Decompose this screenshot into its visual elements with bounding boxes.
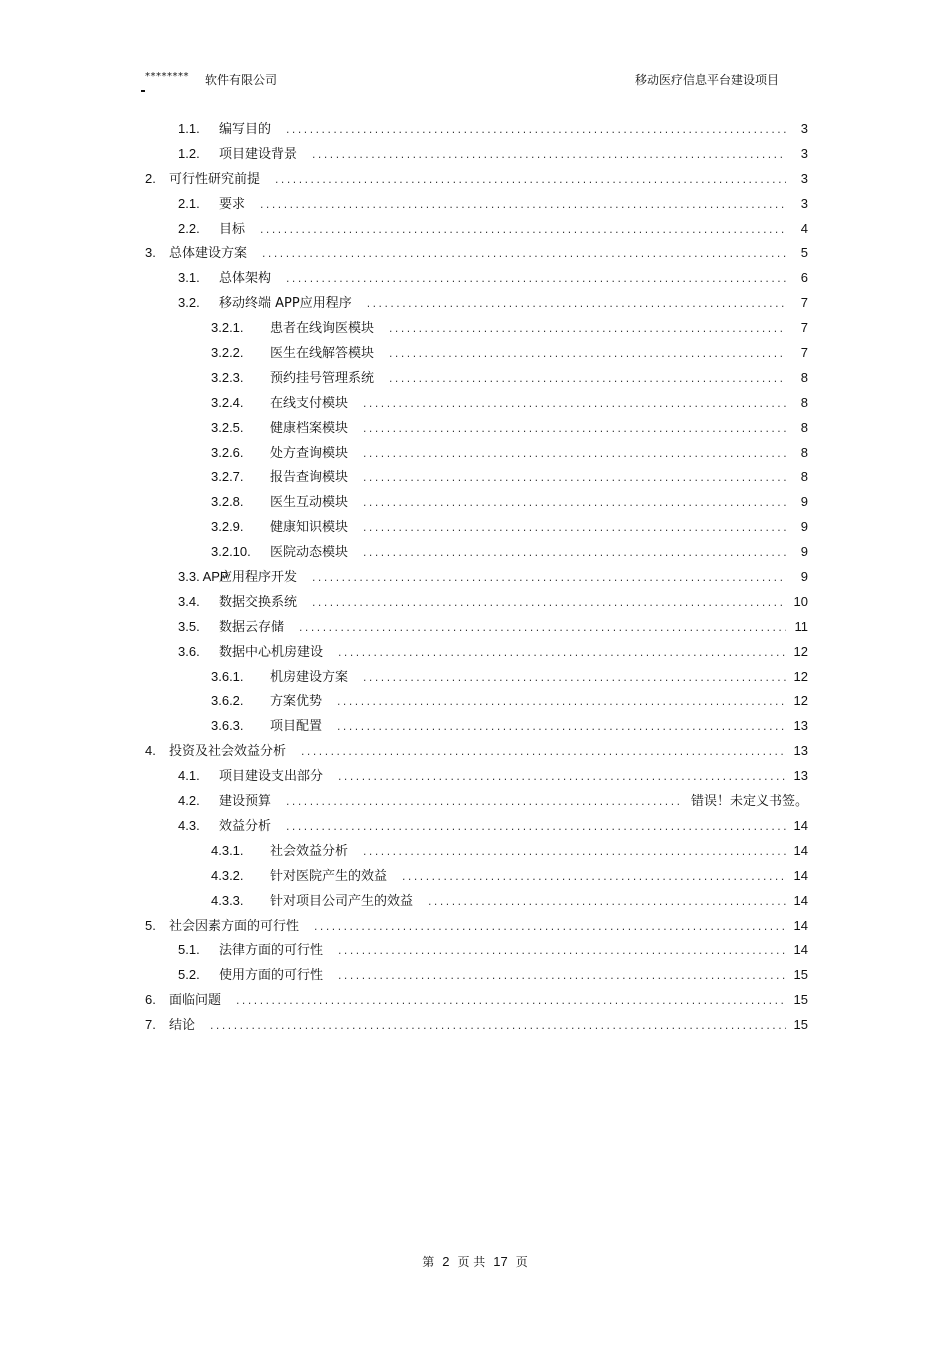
toc-entry-line bbox=[145, 241, 808, 266]
toc-entry-number: 3.2.8. bbox=[211, 494, 244, 510]
toc-entry[interactable] bbox=[0, 490, 950, 515]
toc-entry[interactable] bbox=[0, 217, 950, 242]
toc-entry-number: 6. bbox=[145, 992, 156, 1008]
toc-entry-title: 社会效益分析 bbox=[270, 843, 349, 859]
toc-entry-line bbox=[211, 341, 808, 366]
toc-entry-line bbox=[211, 714, 808, 739]
toc-entry-number: 4.3.3. bbox=[211, 892, 244, 908]
toc-entry-line bbox=[178, 615, 808, 640]
toc-entry-line bbox=[211, 515, 808, 540]
toc-entry-title: 医院动态模块 bbox=[270, 545, 349, 561]
toc-dot-leader bbox=[311, 144, 786, 169]
toc-entry[interactable] bbox=[0, 117, 950, 142]
toc-dot-leader bbox=[362, 418, 786, 443]
toc-entry-line bbox=[211, 864, 808, 889]
toc-entry-page: 3 bbox=[800, 145, 808, 161]
toc-entry-line bbox=[178, 266, 808, 291]
toc-entry[interactable] bbox=[0, 266, 950, 291]
toc-entry-title: 效益分析 bbox=[219, 818, 272, 834]
header-company bbox=[145, 71, 277, 88]
toc-entry-title: 编写目的 bbox=[219, 122, 272, 137]
toc-entry[interactable] bbox=[0, 391, 950, 416]
toc-entry-number: 4. bbox=[145, 743, 156, 759]
toc-entry-title: 使用方面的可行性 bbox=[219, 968, 324, 984]
toc-entry-title: 针对医院产生的效益 bbox=[270, 868, 388, 884]
toc-entry-number: 3.2.10. bbox=[211, 544, 251, 560]
toc-entry-page: 3 bbox=[800, 121, 808, 136]
toc-entry-line bbox=[211, 366, 808, 391]
toc-entry-line bbox=[178, 590, 808, 615]
toc-entry-page: 8 bbox=[800, 369, 808, 385]
footer-middle: 页 共 bbox=[457, 1255, 486, 1269]
toc-entry-line bbox=[211, 839, 808, 864]
toc-entry-number: 3.2. bbox=[178, 295, 200, 311]
toc-entry-page: 15 bbox=[793, 1017, 808, 1033]
toc-entry-page: 8 bbox=[800, 394, 808, 410]
toc-entry-line bbox=[211, 465, 808, 490]
toc-entry-title: 总体建设方案 bbox=[169, 246, 248, 262]
toc-dot-leader bbox=[274, 169, 786, 194]
toc-entry-number: 2.1. bbox=[178, 195, 200, 211]
toc-entry-page: 14 bbox=[793, 867, 808, 883]
toc-entry-line bbox=[178, 565, 808, 590]
toc-entry-line bbox=[211, 540, 808, 565]
toc-entry-line bbox=[178, 963, 808, 988]
toc-entry-page: 10 bbox=[793, 593, 808, 609]
toc-entry-number: 5.2. bbox=[178, 967, 200, 983]
toc-entry-title: 面临问题 bbox=[169, 993, 222, 1009]
toc-entry-line bbox=[178, 142, 808, 167]
footer-prefix: 第 bbox=[422, 1255, 435, 1269]
toc-entry[interactable] bbox=[0, 839, 950, 864]
toc-entry-number: 3.2.7. bbox=[211, 469, 244, 485]
toc-entry-number: 3.2.1. bbox=[211, 320, 244, 336]
toc-entry-page: 13 bbox=[793, 768, 808, 784]
toc-dot-leader bbox=[366, 293, 786, 318]
toc-entry-title: 健康档案模块 bbox=[270, 420, 349, 436]
toc-entry[interactable] bbox=[0, 1013, 950, 1038]
toc-dot-leader bbox=[209, 1015, 786, 1040]
header-stars: ******** bbox=[145, 71, 189, 82]
toc-dot-leader bbox=[362, 443, 786, 468]
toc-entry-number: 4.3. bbox=[178, 817, 200, 833]
toc-entry[interactable] bbox=[0, 640, 950, 665]
toc-entry-title: 建设预算 bbox=[219, 794, 272, 810]
toc-entry[interactable] bbox=[0, 441, 950, 466]
toc-entry-page: 12 bbox=[793, 668, 808, 684]
toc-entry-title: 在线支付模块 bbox=[270, 395, 349, 411]
toc-entry-number: 5.1. bbox=[178, 942, 200, 958]
toc-entry[interactable] bbox=[0, 789, 950, 814]
toc-entry[interactable] bbox=[0, 465, 950, 490]
toc-entry-line bbox=[211, 316, 808, 341]
toc-entry-line bbox=[145, 1013, 808, 1038]
toc-entry-title: 项目建设背景 bbox=[219, 146, 298, 162]
toc-entry-number: 4.1. bbox=[178, 768, 200, 784]
toc-dot-leader bbox=[337, 965, 786, 990]
toc-entry-title: 医生互动模块 bbox=[270, 495, 349, 511]
toc-dot-leader bbox=[362, 841, 786, 866]
toc-dot-leader bbox=[311, 592, 786, 617]
toc-entry-line bbox=[178, 814, 808, 839]
toc-entry-page: 3 bbox=[800, 195, 808, 211]
toc-dot-leader bbox=[337, 766, 786, 791]
toc-entry[interactable] bbox=[0, 963, 950, 988]
footer-page-number: 2 bbox=[442, 1254, 450, 1269]
toc-dot-leader bbox=[259, 219, 786, 244]
toc-dot-leader bbox=[313, 916, 786, 941]
toc-entry[interactable] bbox=[0, 689, 950, 714]
toc-dot-leader bbox=[300, 741, 786, 766]
toc-dot-leader bbox=[427, 891, 786, 916]
toc-entry-page: 错误！未定义书签。 bbox=[690, 793, 808, 809]
toc-dot-leader bbox=[362, 393, 786, 418]
toc-entry[interactable] bbox=[0, 416, 950, 441]
toc-entry-line bbox=[145, 167, 808, 192]
toc-entry-number: 4.3.1. bbox=[211, 842, 244, 858]
toc-entry-title: 针对项目公司产生的效益 bbox=[270, 893, 414, 909]
toc-entry-line bbox=[178, 789, 808, 814]
toc-entry-page: 15 bbox=[793, 992, 808, 1008]
toc-entry-line bbox=[211, 665, 808, 690]
toc-entry-page: 13 bbox=[793, 718, 808, 734]
toc-entry-number: 3. bbox=[145, 245, 156, 261]
toc-dot-leader bbox=[388, 368, 786, 393]
toc-entry-page: 7 bbox=[800, 295, 808, 311]
toc-entry-title: 投资及社会效益分析 bbox=[169, 744, 287, 760]
toc-entry[interactable] bbox=[0, 167, 950, 192]
toc-entry[interactable] bbox=[0, 665, 950, 690]
toc-entry-line bbox=[211, 889, 808, 914]
toc-entry-page: 8 bbox=[800, 469, 808, 485]
toc-dot-leader bbox=[362, 667, 786, 692]
toc-entry-number: 7. bbox=[145, 1017, 156, 1033]
header-dash bbox=[141, 90, 145, 92]
toc-entry-number: 1.1. bbox=[178, 121, 200, 136]
toc-entry-number: 5. bbox=[145, 917, 156, 933]
toc-entry-line bbox=[178, 938, 808, 963]
toc-entry-number: 3.4. bbox=[178, 593, 200, 609]
toc-entry-title: 预约挂号管理系统 bbox=[270, 370, 375, 386]
toc-entry-title: 法律方面的可行性 bbox=[219, 943, 324, 959]
toc-entry[interactable] bbox=[0, 540, 950, 565]
toc-entry-number: 4.3.2. bbox=[211, 867, 244, 883]
toc-entry-number: 3.3. APP bbox=[178, 569, 229, 585]
toc-dot-leader bbox=[362, 542, 786, 567]
toc-entry-number: 3.2.6. bbox=[211, 444, 244, 460]
toc-dot-leader bbox=[337, 940, 786, 965]
page-footer bbox=[0, 1253, 950, 1270]
toc-dot-leader bbox=[336, 716, 786, 741]
toc-entry-page: 7 bbox=[800, 320, 808, 336]
toc-entry-title: 处方查询模块 bbox=[270, 445, 349, 461]
toc-entry-number: 3.6.2. bbox=[211, 693, 244, 709]
toc-entry[interactable] bbox=[0, 590, 950, 615]
toc-entry-number: 3.6. bbox=[178, 643, 200, 659]
toc-dot-leader bbox=[285, 791, 683, 816]
toc-dot-leader bbox=[362, 492, 786, 517]
toc-entry-title: 数据交换系统 bbox=[219, 594, 298, 610]
toc-dot-leader bbox=[336, 691, 786, 716]
toc-entry-page: 8 bbox=[800, 419, 808, 435]
toc-entry-line bbox=[178, 117, 808, 142]
toc-dot-leader bbox=[259, 194, 786, 219]
toc-entry-title: 项目配置 bbox=[270, 719, 323, 735]
toc-dot-leader bbox=[285, 268, 786, 293]
toc-entry-page: 14 bbox=[793, 842, 808, 858]
table-of-contents bbox=[0, 117, 950, 1038]
toc-entry-line bbox=[211, 416, 808, 441]
toc-entry[interactable] bbox=[0, 615, 950, 640]
toc-entry[interactable] bbox=[0, 764, 950, 789]
toc-entry[interactable] bbox=[0, 864, 950, 889]
toc-entry-number: 3.5. bbox=[178, 618, 200, 634]
toc-entry-number: 3.1. bbox=[178, 270, 200, 286]
toc-entry[interactable] bbox=[0, 192, 950, 217]
toc-entry-page: 8 bbox=[800, 444, 808, 460]
toc-dot-leader bbox=[362, 467, 786, 492]
toc-entry-title: 社会因素方面的可行性 bbox=[169, 918, 300, 934]
toc-entry-title: 数据中心机房建设 bbox=[219, 644, 324, 660]
toc-entry-page: 11 bbox=[794, 618, 808, 634]
footer-suffix: 页 bbox=[515, 1255, 528, 1269]
toc-entry-page: 14 bbox=[793, 817, 808, 833]
toc-entry-line bbox=[178, 291, 808, 316]
toc-dot-leader bbox=[235, 990, 786, 1015]
toc-entry-number: 3.2.5. bbox=[211, 419, 244, 435]
toc-entry-page: 9 bbox=[800, 519, 808, 535]
toc-entry-line bbox=[211, 441, 808, 466]
toc-entry-line bbox=[178, 764, 808, 789]
toc-entry[interactable] bbox=[0, 739, 950, 764]
toc-entry-number: 3.2.4. bbox=[211, 394, 244, 410]
toc-dot-leader bbox=[311, 567, 786, 592]
toc-entry-title: 结论 bbox=[169, 1018, 196, 1034]
toc-entry-page: 14 bbox=[793, 917, 808, 933]
toc-entry[interactable] bbox=[0, 889, 950, 914]
toc-entry-page: 9 bbox=[800, 544, 808, 560]
toc-entry-number: 2. bbox=[145, 170, 156, 186]
toc-entry-title: 应用程序开发 bbox=[219, 570, 298, 586]
toc-entry[interactable] bbox=[0, 515, 950, 540]
toc-entry-number: 2.2. bbox=[178, 220, 200, 236]
toc-entry-page: 12 bbox=[793, 693, 808, 709]
toc-entry-title: 报告查询模块 bbox=[270, 470, 349, 486]
toc-entry[interactable] bbox=[0, 366, 950, 391]
toc-entry-page: 13 bbox=[793, 743, 808, 759]
toc-dot-leader bbox=[285, 119, 786, 144]
toc-entry-page: 6 bbox=[800, 270, 808, 286]
toc-entry-line bbox=[178, 192, 808, 217]
toc-entry-number: 3.6.1. bbox=[211, 668, 244, 684]
toc-entry-page: 14 bbox=[793, 942, 808, 958]
toc-entry-title: 健康知识模块 bbox=[270, 520, 349, 536]
toc-entry-line bbox=[211, 490, 808, 515]
toc-entry-page: 7 bbox=[800, 345, 808, 361]
toc-entry-title: 要求 bbox=[219, 196, 246, 212]
toc-entry-number: 3.2.2. bbox=[211, 345, 244, 361]
toc-entry[interactable] bbox=[0, 914, 950, 939]
toc-entry-number: 3.2.3. bbox=[211, 369, 244, 385]
header-company-name: 软件有限公司 bbox=[205, 73, 278, 87]
toc-entry-number: 3.2.9. bbox=[211, 519, 244, 535]
toc-entry-line bbox=[178, 640, 808, 665]
toc-entry[interactable] bbox=[0, 814, 950, 839]
toc-entry-title: 总体架构 bbox=[219, 271, 272, 287]
toc-dot-leader bbox=[337, 642, 786, 667]
toc-entry[interactable] bbox=[0, 291, 950, 316]
toc-entry-title: 医生在线解答模块 bbox=[270, 346, 375, 362]
toc-entry-page: 14 bbox=[793, 892, 808, 908]
toc-entry-line bbox=[145, 988, 808, 1013]
toc-entry-page: 9 bbox=[800, 494, 808, 510]
toc-entry[interactable] bbox=[0, 938, 950, 963]
toc-dot-leader bbox=[285, 816, 786, 841]
toc-entry-page: 15 bbox=[793, 967, 808, 983]
toc-entry[interactable] bbox=[0, 714, 950, 739]
toc-entry-number: 3.6.3. bbox=[211, 718, 244, 734]
footer-total-pages: 17 bbox=[493, 1254, 508, 1269]
toc-entry-page: 12 bbox=[793, 643, 808, 659]
toc-entry-title: 可行性研究前提 bbox=[169, 171, 261, 187]
toc-entry-line bbox=[178, 217, 808, 242]
toc-entry-title: 移动终端 APP应用程序 bbox=[219, 296, 352, 312]
toc-entry-title: 项目建设支出部分 bbox=[219, 769, 324, 785]
toc-dot-leader bbox=[388, 318, 786, 343]
toc-dot-leader bbox=[388, 343, 786, 368]
toc-entry[interactable] bbox=[0, 341, 950, 366]
toc-entry[interactable] bbox=[0, 241, 950, 266]
toc-entry-title: 方案优势 bbox=[270, 694, 323, 710]
toc-entry-title: 数据云存储 bbox=[219, 619, 285, 635]
toc-dot-leader bbox=[362, 517, 786, 542]
toc-dot-leader bbox=[298, 617, 786, 642]
header-project-title: 移动医疗信息平台建设项目 bbox=[635, 73, 780, 87]
toc-entry-page: 4 bbox=[800, 220, 808, 236]
toc-entry-title: 机房建设方案 bbox=[270, 669, 349, 685]
toc-entry[interactable] bbox=[0, 316, 950, 341]
toc-entry-line bbox=[211, 689, 808, 714]
toc-entry-line bbox=[145, 914, 808, 939]
toc-entry-number: 4.2. bbox=[178, 793, 200, 809]
toc-entry-title: 患者在线询医模块 bbox=[270, 321, 375, 337]
toc-entry-page: 5 bbox=[800, 245, 808, 261]
toc-entry-number: 1.2. bbox=[178, 145, 200, 161]
toc-entry-line bbox=[211, 391, 808, 416]
toc-entry[interactable] bbox=[0, 988, 950, 1013]
toc-dot-leader bbox=[401, 866, 786, 891]
toc-entry[interactable] bbox=[0, 565, 950, 590]
toc-entry-line bbox=[145, 739, 808, 764]
toc-entry-page: 9 bbox=[800, 569, 808, 585]
toc-entry[interactable] bbox=[0, 142, 950, 167]
toc-dot-leader bbox=[261, 243, 786, 268]
toc-entry-title: 目标 bbox=[219, 221, 246, 237]
toc-entry-page: 3 bbox=[800, 170, 808, 186]
